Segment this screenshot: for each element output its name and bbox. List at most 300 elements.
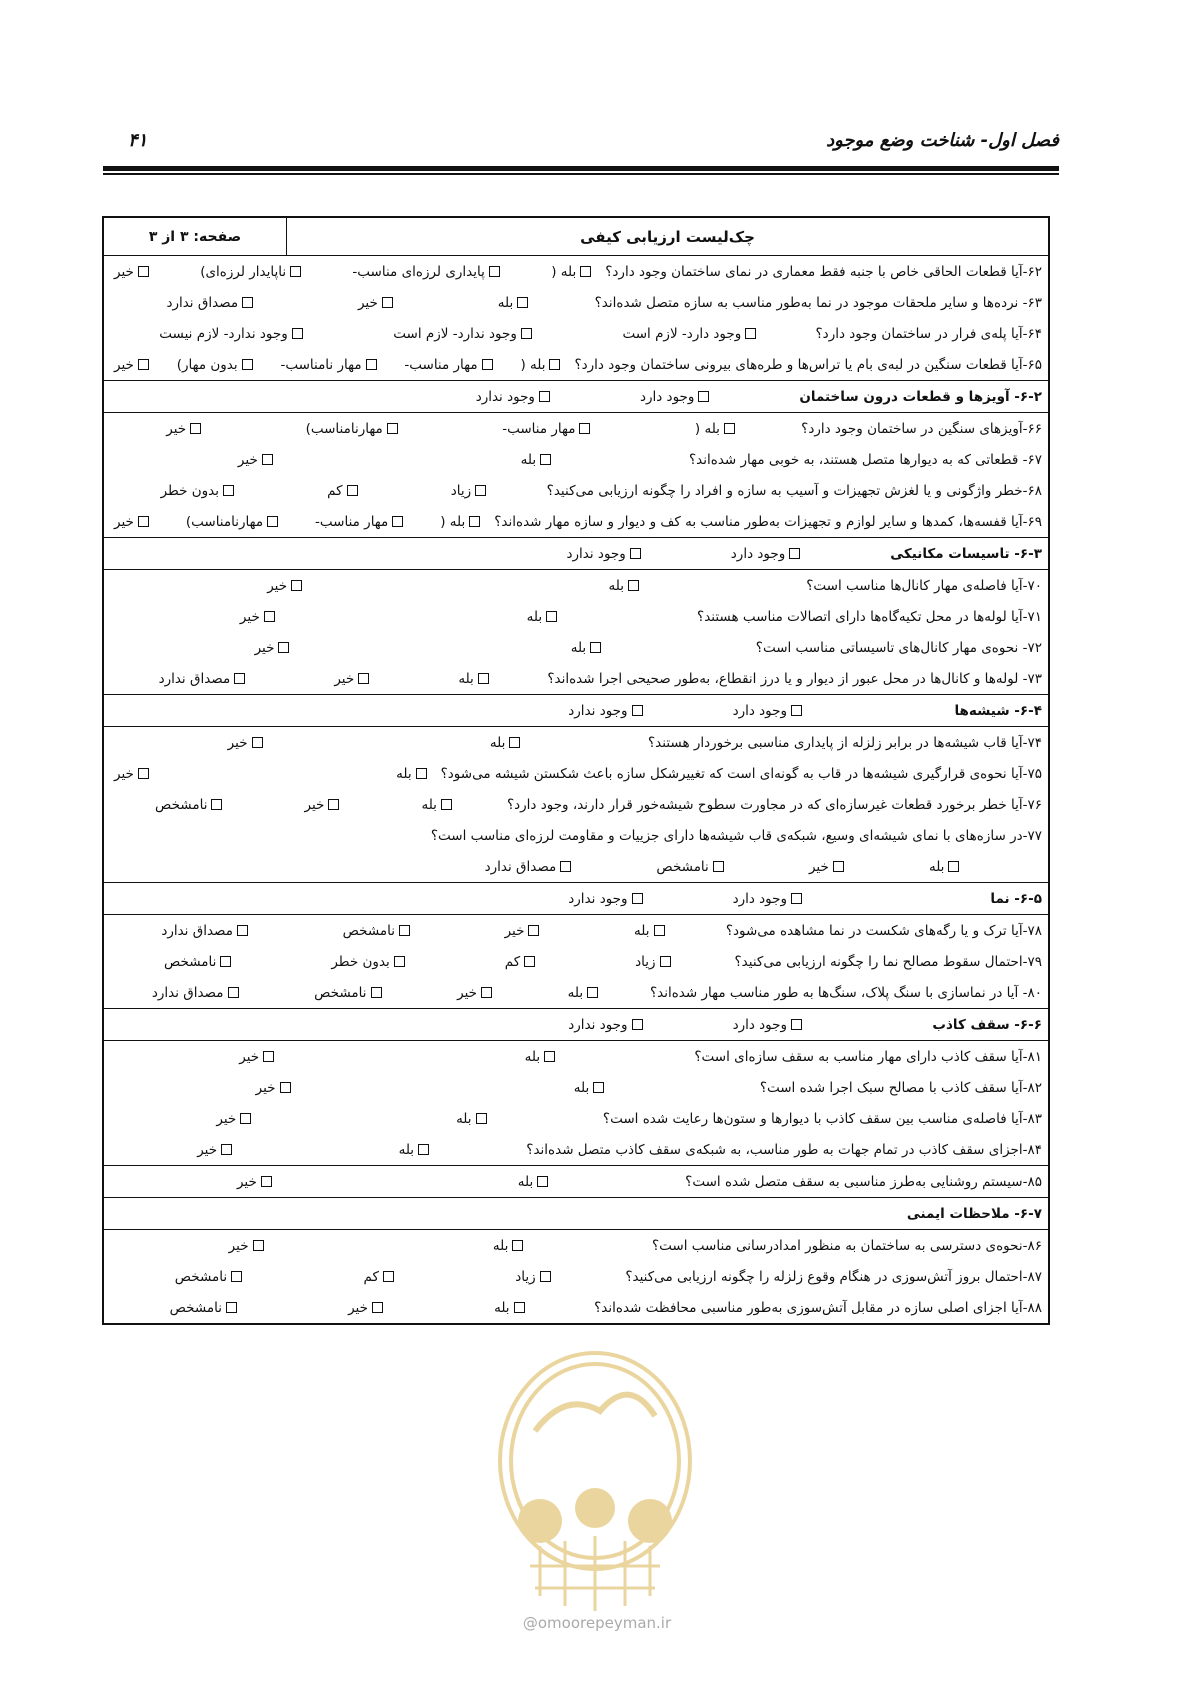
checkbox-option[interactable] (634, 923, 664, 939)
checkbox-option[interactable] (622, 326, 756, 342)
checkbox-label: خیر (166, 420, 187, 437)
question-row (104, 1072, 1048, 1103)
checkbox-square-icon[interactable] (514, 1302, 525, 1313)
question-row (104, 915, 1048, 946)
checkbox-square-icon[interactable] (138, 516, 149, 527)
checkbox-option[interactable] (331, 954, 404, 970)
section-header (104, 882, 1048, 915)
checkbox-label: نامشخص (174, 1268, 228, 1285)
checkbox-square-icon[interactable] (544, 1051, 555, 1062)
checkbox-option[interactable] (352, 264, 499, 280)
checkbox-label: زیاد (450, 482, 472, 499)
checkbox-square-icon[interactable] (267, 516, 278, 527)
checkbox-option[interactable] (348, 1300, 383, 1316)
answer-options (114, 766, 441, 782)
question-text: ۶۵-آیا قطعات سنگین در لبه‌ی بام یا تراس‌ها و طره‌های بیرونی ساختمان وجود دارد؟ (574, 356, 1042, 373)
page-header (103, 124, 1059, 164)
checkbox-square-icon[interactable] (489, 266, 500, 277)
question-text: ۸۴-اجزای سقف کاذب در تمام جهات به طور مناسب، به شبکه‌ی سقف کاذب متصل شده‌اند؟ (526, 1141, 1042, 1158)
checkbox-square-icon[interactable] (237, 925, 248, 936)
checkbox-option[interactable] (114, 766, 149, 782)
checkbox-label: مهار نامناسب- (280, 356, 362, 373)
checkbox-option[interactable] (170, 1300, 237, 1316)
checkbox-square-icon[interactable] (290, 266, 301, 277)
checkbox-label: مصداق ندارد (166, 294, 239, 311)
checkbox-square-icon[interactable] (537, 1176, 548, 1187)
question-row (104, 1103, 1048, 1134)
question-row (104, 727, 1048, 758)
answer-options (114, 326, 816, 342)
checkbox-square-icon[interactable] (278, 642, 289, 653)
checkbox-square-icon[interactable] (328, 799, 339, 810)
question-text: ۶۹-آیا قفسه‌ها، کمدها و سایر لوازم و تجهیزات به‌طور مناسب به کف و دیوار و سازه مهار شده‌اند؟ (494, 513, 1042, 530)
checkbox-square-icon[interactable] (280, 1082, 291, 1093)
checkbox-option[interactable] (114, 357, 149, 373)
answer-options (114, 923, 726, 939)
checkbox-option[interactable] (175, 1269, 242, 1285)
question-text: ۸۵-سیستم روشنایی به‌طرز مناسبی به سقف متصل شده است؟ (685, 1173, 1042, 1190)
checkbox-option[interactable] (656, 859, 723, 875)
question-text: ۷۳- لوله‌ها و کانال‌ها در محل عبور از دیوار و یا درز انقطاع، به‌طور صحیحی اجرا شده‌اند؟ (547, 670, 1042, 687)
checkbox-square-icon[interactable] (660, 956, 671, 967)
checkbox-square-icon[interactable] (789, 548, 800, 559)
checkbox-square-icon[interactable] (226, 1302, 237, 1313)
question-text: ۷۵-آیا نحوه‌ی قرارگیری شیشه‌ها در قاب به گونه‌ای است که تغییرشکل سازه باعث شکستن شیشه می‌شود؟ (440, 765, 1042, 782)
checkbox-square-icon[interactable] (632, 1019, 643, 1030)
checkbox-square-icon[interactable] (261, 1176, 272, 1187)
section-title: ۶-۷- ملاحظات ایمنی (906, 1205, 1042, 1222)
checkbox-label: خیر (334, 670, 355, 687)
checkbox-option[interactable] (929, 859, 959, 875)
question-row (104, 1165, 1048, 1197)
checkbox-option[interactable] (515, 1269, 550, 1285)
question-text: ۸۰- آیا در نماسازی با سنگ پلاک، سنگ‌ها به طور مناسب مهار شده‌اند؟ (649, 984, 1042, 1001)
checkbox-square-icon[interactable] (228, 987, 239, 998)
checkbox-square-icon[interactable] (654, 925, 665, 936)
checklist-table (102, 216, 1050, 1325)
checkbox-option[interactable] (525, 1049, 555, 1065)
answer-options (114, 1142, 526, 1158)
checkbox-option[interactable] (239, 1049, 274, 1065)
checkbox-label: بله (497, 294, 514, 311)
checkbox-label: بدون مهار) (176, 356, 238, 373)
checkbox-label: خیر (114, 513, 134, 530)
checkbox-option[interactable] (237, 1174, 272, 1190)
checkbox-label: خیر (348, 1299, 368, 1316)
checkbox-option[interactable] (186, 514, 278, 530)
checkbox-option[interactable] (518, 1174, 548, 1190)
checkbox-option[interactable] (393, 326, 532, 342)
question-text: ۶۷- قطعاتی که به دیوارها متصل هستند، به خوبی مهار شده‌اند؟ (689, 451, 1042, 468)
checkbox-square-icon[interactable] (240, 1113, 251, 1124)
page-number: ۴۱ (128, 130, 148, 151)
checkbox-square-icon[interactable] (791, 1019, 802, 1030)
checkbox-option[interactable] (458, 671, 488, 687)
checkbox-option[interactable] (228, 735, 263, 751)
checkbox-option[interactable] (733, 1017, 802, 1033)
checkbox-square-icon[interactable] (383, 1271, 394, 1282)
checkbox-option[interactable] (238, 452, 273, 468)
checkbox-option[interactable] (159, 326, 302, 342)
checkbox-square-icon[interactable] (371, 987, 382, 998)
checkbox-square-icon[interactable] (469, 516, 480, 527)
checkbox-option[interactable] (520, 357, 560, 373)
checkbox-square-icon[interactable] (223, 485, 234, 496)
checkbox-square-icon[interactable] (347, 485, 358, 496)
checkbox-option[interactable] (485, 859, 572, 875)
checkbox-square-icon[interactable] (441, 799, 452, 810)
checkbox-label: مهار مناسب- (315, 513, 389, 530)
question-text: ۸۳-آیا فاصله‌ی مناسب بین سقف کاذب با دیوارها و ستون‌ها رعایت شده است؟ (602, 1110, 1042, 1127)
checkbox-option[interactable] (315, 514, 403, 530)
checkbox-square-icon[interactable] (549, 359, 560, 370)
checkbox-label: خیر (304, 796, 325, 813)
answer-options (114, 1080, 760, 1096)
checkbox-label: بدون خطر (331, 953, 390, 970)
question-text: ۷۲- نحوه‌ی مهار کانال‌های تاسیساتی مناسب است؟ (755, 639, 1042, 656)
checkbox-option[interactable] (216, 1111, 251, 1127)
checkbox-option[interactable] (404, 357, 492, 373)
checkbox-square-icon[interactable] (416, 768, 427, 779)
checkbox-option[interactable] (521, 452, 551, 468)
checkbox-option[interactable] (161, 923, 248, 939)
question-text: ۷۰-آیا فاصله‌ی مهار کانال‌ها مناسب است؟ (806, 577, 1042, 594)
checkbox-square-icon[interactable] (628, 580, 639, 591)
checkbox-option[interactable] (456, 1111, 486, 1127)
checkbox-option[interactable] (551, 264, 591, 280)
checkbox-square-icon[interactable] (220, 956, 231, 967)
checkbox-square-icon[interactable] (833, 861, 844, 872)
checkbox-option[interactable] (421, 797, 451, 813)
question-row (104, 663, 1048, 694)
checkbox-option[interactable] (314, 985, 381, 1001)
checkbox-square-icon[interactable] (745, 328, 756, 339)
checkbox-label: بله (396, 765, 412, 782)
checkbox-option[interactable] (498, 295, 528, 311)
checkbox-label: خیر (239, 608, 260, 625)
checkbox-option[interactable] (567, 546, 641, 562)
checkbox-option[interactable] (457, 985, 492, 1001)
question-row (104, 444, 1048, 475)
question-row (104, 256, 1048, 287)
checkbox-square-icon[interactable] (948, 861, 959, 872)
checkbox-label: بله (520, 451, 537, 468)
checkbox-label: خیر (216, 1110, 237, 1127)
question-row (104, 413, 1048, 444)
checkbox-option[interactable] (159, 671, 246, 687)
checkbox-label: بله (928, 858, 945, 875)
section-options (567, 546, 851, 562)
checkbox-label: خیر (239, 1048, 260, 1065)
section-header (104, 1008, 1048, 1041)
checkbox-option[interactable] (609, 578, 639, 594)
checkbox-option[interactable] (490, 735, 520, 751)
checkbox-option[interactable] (505, 923, 540, 939)
checkbox-square-icon[interactable] (713, 861, 724, 872)
checkbox-square-icon[interactable] (253, 1240, 264, 1251)
question-row (104, 1134, 1048, 1165)
checkbox-option[interactable] (809, 859, 844, 875)
checkbox-label: زیاد (635, 953, 656, 970)
checkbox-square-icon[interactable] (632, 893, 643, 904)
question-row (104, 1230, 1048, 1261)
checkbox-option[interactable] (568, 985, 598, 1001)
checkbox-option[interactable] (327, 483, 357, 499)
checkbox-square-icon[interactable] (242, 359, 253, 370)
checkbox-option[interactable] (505, 954, 535, 970)
checkbox-option[interactable] (695, 421, 735, 437)
header-rule-thin (103, 173, 1059, 175)
answer-options (114, 671, 547, 687)
checkbox-label: وجود ندارد (568, 890, 628, 907)
checklist-title-bar (104, 218, 1048, 256)
question-text: ۸۷-احتمال بروز آتش‌سوزی در هنگام وقوع زلزله را چگونه ارزیابی می‌کنید؟ (625, 1268, 1042, 1285)
checkbox-square-icon[interactable] (540, 1271, 551, 1282)
checkbox-label: نامشخص (155, 796, 208, 813)
checkbox-option[interactable] (177, 357, 253, 373)
checkbox-option[interactable] (197, 1142, 232, 1158)
question-text: ۷۹-احتمال سقوط مصالح نما را چگونه ارزیابی می‌کنید؟ (734, 953, 1042, 970)
answer-options (114, 985, 650, 1001)
checkbox-label: بله ( (551, 263, 577, 280)
checkbox-square-icon[interactable] (632, 705, 643, 716)
checkbox-label: وجود ندارد (566, 545, 626, 562)
checkbox-square-icon[interactable] (481, 987, 492, 998)
checkbox-square-icon[interactable] (560, 861, 571, 872)
watermark-url: @omoorepeyman.ir (522, 1614, 672, 1632)
section-header (104, 694, 1048, 727)
question-row (104, 946, 1048, 977)
answer-options (114, 797, 507, 813)
checkbox-option[interactable] (440, 514, 480, 530)
answer-options (114, 295, 595, 311)
checkbox-label: بله (494, 1299, 510, 1316)
checkbox-option[interactable] (731, 546, 800, 562)
section-header (104, 1197, 1048, 1230)
section-title: ۶-۵- نما (990, 890, 1042, 907)
checkbox-square-icon[interactable] (231, 1271, 242, 1282)
answer-options (114, 1300, 594, 1316)
checkbox-label: بله (456, 1110, 472, 1127)
question-row (104, 1041, 1048, 1072)
checkbox-option[interactable] (334, 671, 369, 687)
checkbox-square-icon[interactable] (476, 1113, 487, 1124)
checkbox-option[interactable] (229, 1238, 264, 1254)
checkbox-option[interactable] (306, 421, 398, 437)
answer-options (114, 452, 689, 468)
checkbox-option[interactable] (476, 389, 550, 405)
checkbox-option[interactable] (200, 264, 301, 280)
question-row (104, 632, 1048, 663)
checkbox-square-icon[interactable] (366, 359, 377, 370)
checkbox-label: خیر (267, 577, 288, 594)
checkbox-label: خیر (114, 263, 134, 280)
checkbox-label: خیر (114, 356, 134, 373)
checkbox-option[interactable] (152, 985, 239, 1001)
checklist-page-label: صفحه: ۳ از ۳ (104, 218, 287, 255)
checkbox-label: نامشخص (342, 922, 395, 939)
checkbox-label: زیاد (515, 1268, 536, 1285)
checkbox-label: پایداری لرزه‌ای مناسب- (352, 263, 485, 280)
checkbox-option[interactable] (280, 357, 376, 373)
question-row (104, 1261, 1048, 1292)
checkbox-option[interactable] (255, 640, 290, 656)
checkbox-square-icon[interactable] (190, 423, 201, 434)
checkbox-label: بدون خطر (160, 482, 220, 499)
checkbox-option[interactable] (114, 264, 149, 280)
checkbox-square-icon[interactable] (540, 454, 551, 465)
checkbox-option[interactable] (568, 1017, 642, 1033)
checkbox-option[interactable] (494, 1300, 524, 1316)
checkbox-square-icon[interactable] (242, 297, 253, 308)
checkbox-square-icon[interactable] (791, 705, 802, 716)
checkbox-option[interactable] (343, 923, 410, 939)
checkbox-square-icon[interactable] (262, 454, 273, 465)
checkbox-option[interactable] (164, 954, 231, 970)
checkbox-option[interactable] (451, 483, 486, 499)
checkbox-square-icon[interactable] (509, 737, 520, 748)
checkbox-label: خیر (236, 1173, 257, 1190)
question-text: ۶۶-آویزهای سنگین در ساختمان وجود دارد؟ (801, 420, 1042, 437)
checkbox-square-icon[interactable] (478, 673, 489, 684)
checkbox-option[interactable] (114, 514, 149, 530)
checkbox-square-icon[interactable] (138, 768, 149, 779)
section-options (568, 703, 852, 719)
checkbox-square-icon[interactable] (138, 359, 149, 370)
checkbox-option[interactable] (267, 578, 302, 594)
question-text: ۷۶-آیا خطر برخورد قطعات غیرسازه‌ای که در مجاورت سطوح شیشه‌خور قرار دارند، وجود دارد؟ (506, 796, 1042, 813)
checkbox-square-icon[interactable] (418, 1144, 429, 1155)
checkbox-label: کم (504, 953, 521, 970)
question-text: ۷۴-آیا قاب شیشه‌ها در برابر زلزله از پایداری مناسبی برخوردار هستند؟ (648, 734, 1042, 751)
checkbox-label: وجود ندارد (475, 388, 535, 405)
checkbox-square-icon[interactable] (698, 391, 709, 402)
checkbox-square-icon[interactable] (546, 611, 557, 622)
checkbox-option[interactable] (733, 703, 802, 719)
checkbox-label: بله (458, 670, 474, 687)
checkbox-square-icon[interactable] (234, 673, 245, 684)
checkbox-option[interactable] (396, 766, 426, 782)
checkbox-label: نامشخص (164, 953, 217, 970)
checkbox-square-icon[interactable] (291, 580, 302, 591)
checkbox-option[interactable] (574, 1080, 604, 1096)
checkbox-square-icon[interactable] (590, 642, 601, 653)
answer-options (114, 264, 605, 280)
checkbox-square-icon[interactable] (524, 956, 535, 967)
checkbox-option[interactable] (635, 954, 670, 970)
checkbox-option[interactable] (568, 703, 642, 719)
checkbox-option[interactable] (166, 421, 201, 437)
answer-options (114, 483, 547, 499)
checkbox-option[interactable] (363, 1269, 393, 1285)
answer-options (114, 735, 648, 751)
checkbox-square-icon[interactable] (482, 359, 493, 370)
checkbox-option[interactable] (240, 609, 275, 625)
checkbox-square-icon[interactable] (392, 516, 403, 527)
checkbox-label: وجود دارد (732, 890, 787, 907)
checkbox-option[interactable] (733, 891, 802, 907)
checkbox-option[interactable] (527, 609, 557, 625)
checkbox-square-icon[interactable] (475, 485, 486, 496)
checkbox-square-icon[interactable] (263, 1051, 274, 1062)
checkbox-square-icon[interactable] (593, 1082, 604, 1093)
checkbox-square-icon[interactable] (521, 328, 532, 339)
checkbox-square-icon[interactable] (358, 673, 369, 684)
checkbox-square-icon[interactable] (539, 391, 550, 402)
checkbox-square-icon[interactable] (372, 1302, 383, 1313)
checkbox-option[interactable] (568, 891, 642, 907)
checkbox-square-icon[interactable] (587, 987, 598, 998)
checkbox-option[interactable] (161, 483, 234, 499)
checkbox-square-icon[interactable] (394, 956, 405, 967)
checkbox-label: بله (489, 734, 506, 751)
checkbox-label: خیر (114, 765, 134, 782)
checkbox-square-icon[interactable] (252, 737, 263, 748)
answer-options (114, 1049, 694, 1065)
checkbox-label: وجود دارد (730, 545, 786, 562)
question-text: ۷۸-آیا ترک و یا رگه‌های شکست در نما مشاهده می‌شود؟ (725, 922, 1042, 939)
question-row (104, 977, 1048, 1008)
checkbox-label: بله (634, 922, 650, 939)
checkbox-label: کم (363, 1268, 379, 1285)
checkbox-label: خیر (357, 294, 378, 311)
question-row (104, 506, 1048, 537)
question-row (104, 758, 1048, 789)
checkbox-square-icon[interactable] (512, 1240, 523, 1251)
checkbox-square-icon[interactable] (724, 423, 735, 434)
checkbox-square-icon[interactable] (387, 423, 398, 434)
question-row (104, 475, 1048, 506)
checkbox-square-icon[interactable] (138, 266, 149, 277)
checkbox-square-icon[interactable] (528, 925, 539, 936)
answer-options (114, 1174, 685, 1190)
checkbox-option[interactable] (358, 295, 393, 311)
checkbox-label: کم (327, 482, 343, 499)
checkbox-option[interactable] (493, 1238, 523, 1254)
answer-options (114, 1238, 652, 1254)
checkbox-option[interactable] (399, 1142, 429, 1158)
checkbox-square-icon[interactable] (221, 1144, 232, 1155)
checkbox-option[interactable] (166, 295, 253, 311)
checkbox-square-icon[interactable] (580, 266, 591, 277)
watermark-logo (480, 1336, 710, 1636)
checkbox-label: بله (570, 639, 587, 656)
checkbox-square-icon[interactable] (264, 611, 275, 622)
checkbox-square-icon[interactable] (382, 297, 393, 308)
checkbox-square-icon[interactable] (399, 925, 410, 936)
answer-options (114, 514, 494, 530)
checkbox-label: وجود ندارد (568, 1016, 628, 1033)
section-options (568, 891, 852, 907)
checkbox-label: مصداق ندارد (151, 984, 224, 1001)
checkbox-square-icon[interactable] (292, 328, 303, 339)
checkbox-square-icon[interactable] (211, 799, 222, 810)
checkbox-label: وجود دارد (732, 1016, 787, 1033)
checkbox-option[interactable] (155, 797, 222, 813)
checkbox-square-icon[interactable] (517, 297, 528, 308)
checkbox-label: بله (398, 1141, 415, 1158)
checkbox-option[interactable] (256, 1080, 291, 1096)
checkbox-option[interactable] (305, 797, 340, 813)
section-header (104, 380, 1048, 413)
checkbox-square-icon[interactable] (791, 893, 802, 904)
checkbox-square-icon[interactable] (630, 548, 641, 559)
checkbox-option[interactable] (571, 640, 601, 656)
checkbox-square-icon[interactable] (579, 423, 590, 434)
checkbox-option[interactable] (640, 389, 709, 405)
checkbox-option[interactable] (502, 421, 590, 437)
checkbox-label: بله ( (694, 420, 720, 437)
